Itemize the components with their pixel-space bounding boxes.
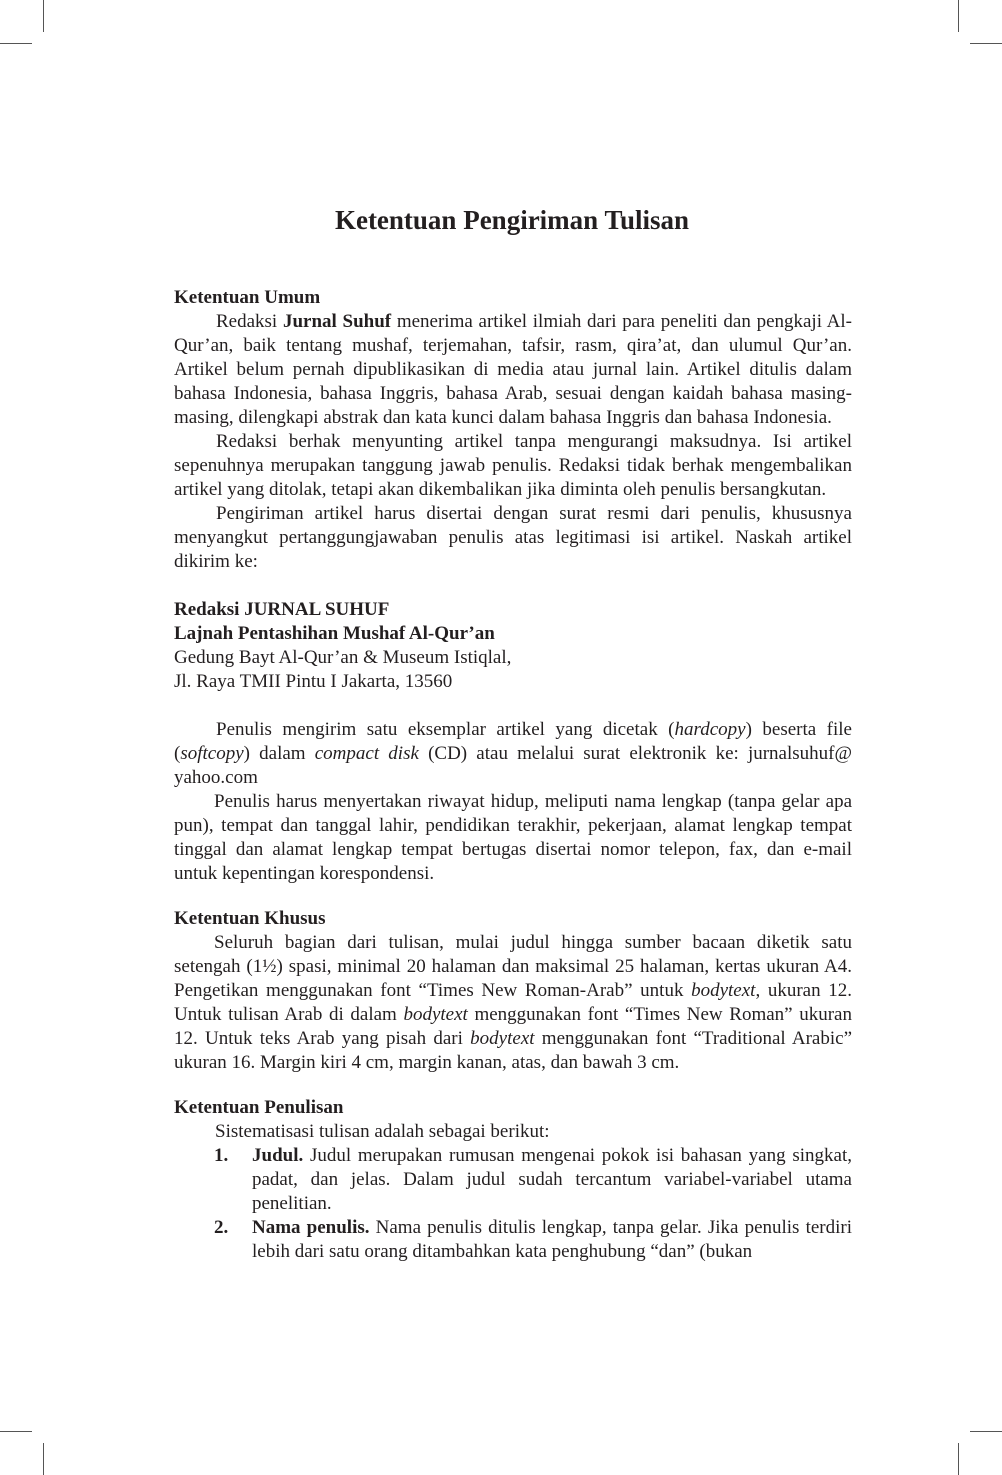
spacer [174,694,852,718]
text-run: , ukuran 12. Untuk tulisan Arab di dalam [174,980,852,1025]
list-item-text: Judul merupakan rumusan mengenai pokok isi bahasan yang singkat, padat, dan jelas. Dalam judul sudah tercantum variabel-variabel utama penelitian. [252,1145,852,1214]
text-run: menerima artikel ilmiah dari para peneliti dan pengkaji Al-Qur’an, baik tentang mushaf, terjemahan, tafsir, rasm, qira’at, dan ulumul Qur’an. Artikel belum pernah dipublikasikan di media atau jurnal lain. Artikel ditulis dalam bahasa Indonesia, bahasa Inggris, bahasa Arab, sesuai dengan kaidah bahasa masing-masing, dilengkapi abstrak dan kata kunci dalam bahasa Inggris dan bahasa Indonesia. [174,311,852,428]
section-heading-khusus: Ketentuan Khusus [174,908,326,929]
address-block [174,598,852,694]
crop-mark-bottom-right-vertical [958,1443,959,1475]
text-run: Penulis mengirim satu eksemplar artikel yang dicetak ( [216,719,675,740]
page-title: Ketentuan Pengiriman Tulisan [334,205,690,235]
crop-mark-top-left-horizontal [0,43,32,44]
section-heading-penulisan: Ketentuan Penulisan [174,1097,344,1118]
text-run: menggunakan font “Traditional Arabic” ukuran 16. Margin kiri 4 cm, margin kanan, atas, dan bawah 3 cm. [174,1028,852,1073]
text-run: menggunakan font “Times New Roman” ukuran 12. Untuk teks Arab yang pisah dari [174,1004,852,1049]
address-line-2: Lajnah Pentashihan Mushaf Al-Qur’an [174,623,495,644]
address-line-4: Jl. Raya TMII Pintu I Jakarta, 13560 [174,671,453,692]
list-item-number: 2. [214,1217,229,1238]
term-bodytext: bodytext [691,980,756,1001]
crop-mark-top-left-vertical [43,0,44,32]
list-item-term: Nama penulis. [252,1217,370,1238]
crop-mark-top-right-vertical [958,0,959,32]
paragraph-submission-1 [174,718,852,790]
text-run: Seluruh bagian dari tulisan, mulai judul hingga sumber bacaan diketik satu setengah (1½) spasi, minimal 20 halaman dan maksimal 25 halaman, kertas ukuran A4. Pengetikan menggunakan font “Times New Roman-Arab” untuk [174,932,852,1001]
list-item [174,1144,852,1216]
crop-mark-top-right-horizontal [970,43,1002,44]
penulisan-intro: Sistematisasi tulisan adalah sebagai berikut: [215,1121,550,1142]
section-heading-umum: Ketentuan Umum [174,287,321,308]
paragraph-umum-3: Pengiriman artikel harus disertai dengan surat resmi dari penulis, khususnya menyangkut pertanggungjawaban penulis atas legitimasi isi artikel. Naskah artikel dikirim ke: [174,503,852,572]
list-item-number: 1. [214,1145,229,1166]
text-run: Redaksi [216,311,283,332]
list-item [174,1216,852,1264]
text-run: ) beserta file ( [174,719,852,764]
term-softcopy: softcopy [180,743,244,764]
term-bodytext: bodytext [470,1028,535,1049]
term-compact-disk: compact disk [314,743,419,764]
crop-mark-bottom-left-vertical [43,1443,44,1475]
paragraph-submission-2: Penulis harus menyertakan riwayat hidup, meliputi nama lengkap (tanpa gelar apa pun), tempat dan tanggal lahir, pendidikan terakhir, pekerjaan, alamat lengkap tempat tinggal dan alamat lengkap tempat bertugas disertai nomor telepon, fax, dan e-mail untuk kepentingan korespondensi. [174,791,852,884]
crop-mark-bottom-left-horizontal [0,1431,32,1432]
text-run: (CD) atau melalui surat elektronik ke: jurnalsuhuf@ yahoo.com [174,743,852,788]
page-content [174,286,852,1264]
term-bodytext: bodytext [403,1004,468,1025]
paragraph-umum-2: Redaksi berhak menyunting artikel tanpa mengurangi maksudnya. Isi artikel sepenuhnya merupakan tanggung jawab penulis. Redaksi tidak berhak mengembalikan artikel yang ditolak, tetapi akan dikembalikan jika diminta oleh penulis bersangkutan. [174,431,852,500]
paragraph-khusus [174,931,852,1075]
spacer [174,1075,852,1096]
text-run: ) dalam [243,743,315,764]
journal-name: Jurnal Suhuf [282,311,392,332]
spacer [174,574,852,598]
penulisan-list [174,1144,852,1264]
address-line-1: Redaksi JURNAL SUHUF [174,599,390,620]
term-hardcopy: hardcopy [674,719,746,740]
address-line-3: Gedung Bayt Al-Qur’an & Museum Istiqlal, [174,647,512,668]
paragraph-umum-1 [174,310,852,430]
list-item-text: Nama penulis ditulis lengkap, tanpa gelar. Jika penulis terdiri lebih dari satu orang ditambahkan kata penghubung “dan” (bukan [252,1217,853,1262]
list-item-term: Judul. [252,1145,304,1166]
spacer [174,886,852,907]
crop-mark-bottom-right-horizontal [970,1431,1002,1432]
